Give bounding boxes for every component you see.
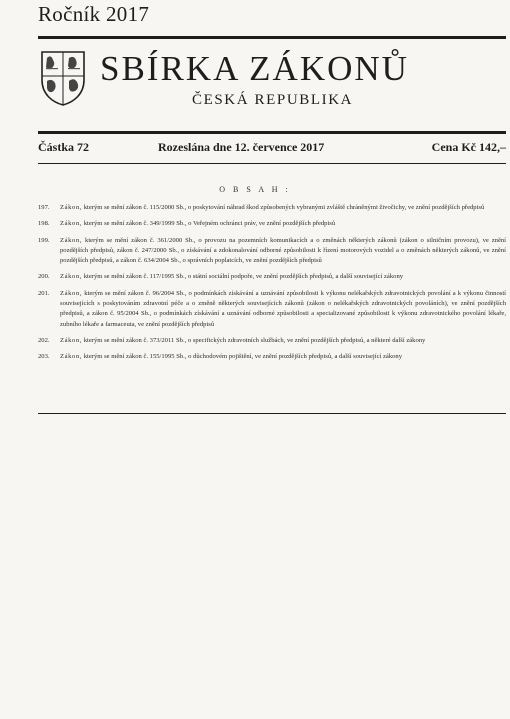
item-lead: Zákon, [60,236,83,244]
issue-part: Částka 72 [38,140,90,154]
list-item [38,352,506,362]
item-lead: Zákon, [60,220,83,228]
item-description: kterým se mění zákon č. 117/1995 Sb., o státní sociální podpoře, ve znění pozdějších předpisů, a další související zákony [83,273,404,281]
list-item [38,336,506,346]
item-description: kterým se mění zákon č. 115/2000 Sb., o poskytování náhrad škod způsobených vybranými zvláště chráněnými živočichy, ve znění pozdějších předpisů [83,204,485,211]
list-item [38,272,506,282]
list-item [38,203,506,213]
contents-heading: O B S A H : [219,185,291,194]
volume-year: Ročník 2017 [38,2,150,26]
item-description: kterým se mění zákon č. 96/2004 Sb., o podmínkách získávání a uznávání způsobilosti k výkonu nelékařských zdravotnických povolání a k výkonu činností souvisejících s poskytováním zdravotní péče a o změně některých souvisejících zákonů (zákon o nelékařských zdravotnických povoláních), ve znění pozdějších předpisů, a zákon č. 95/2004 Sb., o podmínkách získávání a uznávání odborné způsobilosti a specializované způsobilosti k výkonu zdravotnického povolání lékaře, zubního lékaře a farmaceuta, ve znění pozdějších předpisů [60,289,506,328]
item-lead: Zákon, [60,204,83,211]
item-number: 203. [38,353,50,361]
item-number: 198. [38,220,50,228]
top-rule [38,36,506,39]
issue-price: Cena Kč 142,– [431,140,506,154]
item-text [60,219,506,229]
item-text [60,352,506,362]
item-number: 199. [38,236,50,244]
item-number: 197. [38,204,50,211]
contents-end-rule [38,413,506,414]
list-item [38,289,506,330]
item-number: 202. [38,336,50,344]
item-description: kterým se mění zákon č. 373/2011 Sb., o specifických zdravotních službách, ve znění pozdějších předpisů, a některé další zákony [83,336,426,344]
distribution-date: Rozeslána dne 12. července 2017 [158,140,325,154]
info-rule [38,163,506,164]
item-description: kterým se mění zákon č. 361/2000 Sb., o provozu na pozemních komunikacích a o změnách některých zákonů (zákon o silničním provozu), ve znění pozdějších předpisů, zákon č. 247/2000 Sb., o získávání a zdokonalování odborné způsobilosti k řízení motorových vozidel a o změnách některých zákonů, ve znění pozdějších předpisů, a zákon č. 634/2004 Sb., o správních poplatcích, ve znění pozdějších předpisů [60,236,506,265]
item-number: 200. [38,273,50,281]
gazette-title: SBÍRKA ZÁKONŮ [100,49,409,88]
state-coat-of-arms-icon [40,50,86,106]
item-text [60,236,506,267]
item-lead: Zákon, [60,289,83,297]
item-text [60,289,506,330]
list-item [38,236,506,267]
item-lead: Zákon, [60,336,83,344]
item-lead: Zákon, [60,273,83,281]
item-text [60,272,506,282]
gazette-subtitle: ČESKÁ REPUBLIKA [192,92,354,108]
list-item [38,219,506,229]
item-number: 201. [38,289,50,297]
item-text [60,336,506,346]
item-description: kterým se mění zákon č. 349/1999 Sb., o Veřejném ochránci práv, ve znění pozdějších předpisů [83,220,336,228]
contents-list [38,203,506,369]
item-text [60,203,506,213]
item-lead: Zákon, [60,353,83,361]
item-description: kterým se mění zákon č. 155/1995 Sb., o důchodovém pojištění, ve znění pozdějších předpisů, a další související zákony [83,353,403,361]
masthead-rule [38,131,506,134]
